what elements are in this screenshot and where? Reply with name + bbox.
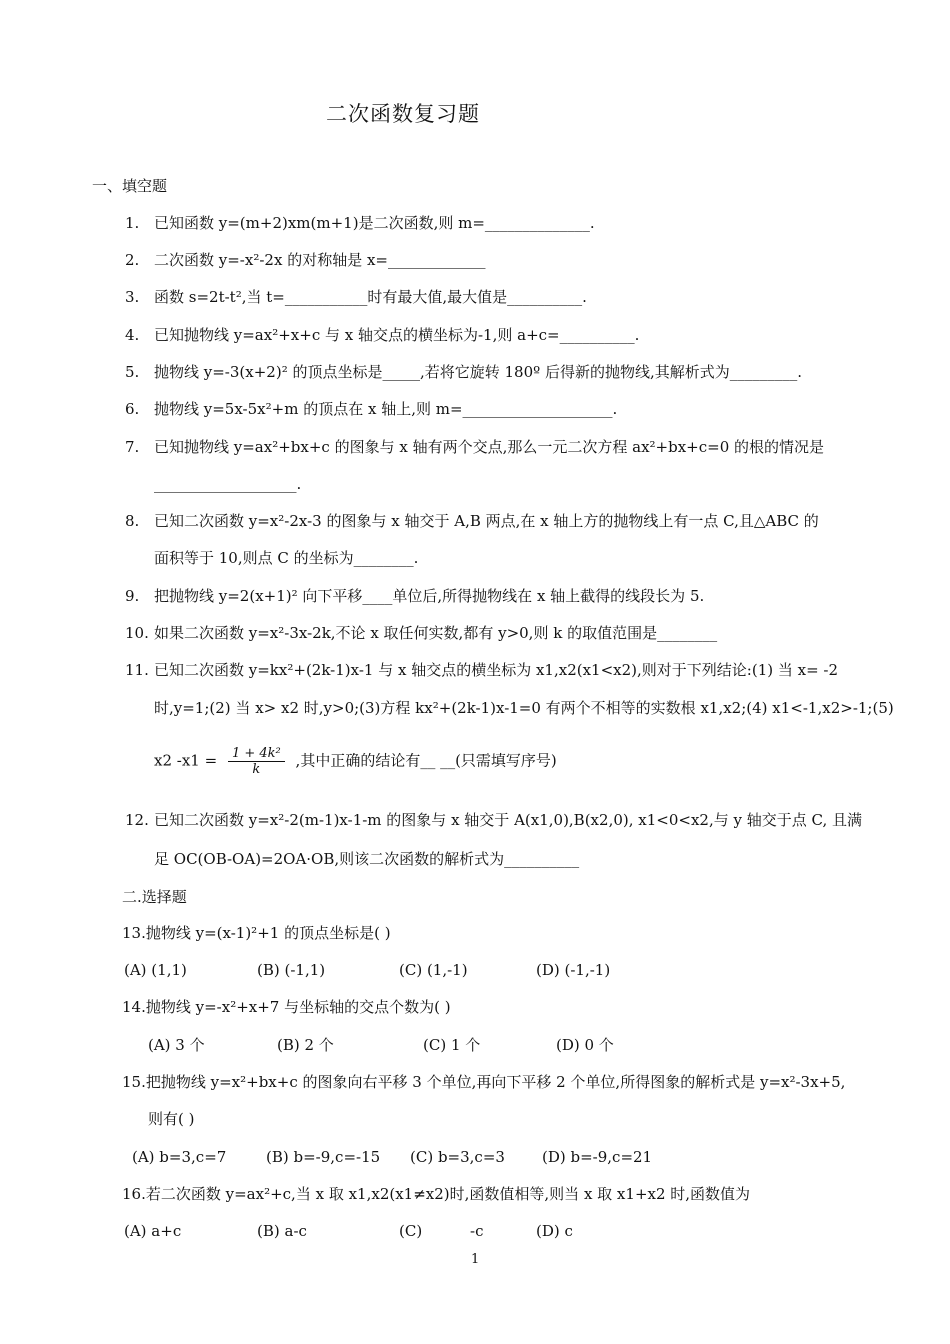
- question-number: 5.: [125, 363, 140, 381]
- choice-d: (D) c: [536, 1222, 573, 1240]
- question-number: 11.: [125, 661, 149, 679]
- question-15-cont: 则有( ): [148, 1110, 195, 1128]
- question-number: 1.: [125, 214, 140, 232]
- question-11-cont: 时,y=1;(2) 当 x> x2 时,y>0;(3)方程 kx²+(2k-1)x-1=0 有两个不相等的实数根 x1,x2;(4) x1<-1,x2>-1;(5): [154, 699, 894, 717]
- choice-a: (A) (1,1): [124, 961, 187, 979]
- question-16: 16.若二次函数 y=ax²+c,当 x 取 x1,x2(x1≠x2)时,函数值相等,则当 x 取 x1+x2 时,函数值为: [122, 1185, 751, 1203]
- page-number: 1: [471, 1252, 480, 1267]
- choice-d: (D) (-1,-1): [536, 961, 611, 979]
- question-5: 抛物线 y=-3(x+2)² 的顶点坐标是_____,若将它旋转 180º 后得新的抛物线,其解析式为_________.: [154, 363, 803, 381]
- choice-a: (A) b=3,c=7: [132, 1148, 227, 1166]
- question-number: 8.: [125, 512, 140, 530]
- choice-b: (B) 2 个: [277, 1036, 334, 1054]
- fraction-denominator: k: [252, 762, 261, 777]
- question-1: 已知函数 y=(m+2)xm(m+1)是二次函数,则 m=______________.: [154, 214, 595, 232]
- question-13: 13.抛物线 y=(x-1)²+1 的顶点坐标是( ): [122, 924, 391, 942]
- question-8: 已知二次函数 y=x²-2x-3 的图象与 x 轴交于 A,B 两点,在 x 轴上方的抛物线上有一点 C,且△ABC 的: [154, 512, 819, 530]
- question-number: 4.: [125, 326, 140, 344]
- question-12: 已知二次函数 y=x²-2(m-1)x-1-m 的图象与 x 轴交于 A(x1,0),B(x2,0), x1<0<x2,与 y 轴交于点 C, 且满: [154, 811, 862, 829]
- question-number: 2.: [125, 251, 140, 269]
- question-10: 如果二次函数 y=x²-3x-2k,不论 x 取任何实数,都有 y>0,则 k 的取值范围是________: [154, 624, 718, 642]
- fraction: [228, 746, 285, 777]
- question-7: 已知抛物线 y=ax²+bx+c 的图象与 x 轴有两个交点,那么一元二次方程 ax²+bx+c=0 的根的情况是: [154, 438, 825, 456]
- choice-c: (C) 1 个: [423, 1036, 481, 1054]
- question-4: 已知抛物线 y=ax²+x+c 与 x 轴交点的横坐标为-1,则 a+c=__________.: [154, 326, 640, 344]
- page-title: 二次函数复习题: [326, 102, 480, 126]
- formula-right: ,其中正确的结论有__ __(只需填写序号): [295, 751, 557, 770]
- question-15: 15.把抛物线 y=x²+bx+c 的图象向右平移 3 个单位,再向下平移 2 个单位,所得图象的解析式是 y=x²-3x+5,: [122, 1073, 846, 1091]
- choice-c: (C) (1,-1): [399, 961, 468, 979]
- choice-b: (B) b=-9,c=-15: [266, 1148, 381, 1166]
- fraction-numerator: 1 + 4k²: [228, 746, 285, 762]
- choice-d: (D) 0 个: [556, 1036, 614, 1054]
- question-11: 已知二次函数 y=kx²+(2k-1)x-1 与 x 轴交点的横坐标为 x1,x2(x1<x2),则对于下列结论:(1) 当 x= -2: [154, 661, 839, 679]
- question-number: 9.: [125, 587, 140, 605]
- question-6: 抛物线 y=5x-5x²+m 的顶点在 x 轴上,则 m=____________________.: [154, 400, 618, 418]
- question-14: 14.抛物线 y=-x²+x+7 与坐标轴的交点个数为( ): [122, 998, 451, 1016]
- question-11-formula: [154, 746, 557, 777]
- choice-d: (D) b=-9,c=21: [542, 1148, 653, 1166]
- question-7-blank: ___________________.: [154, 475, 302, 493]
- question-number: 12.: [125, 811, 149, 829]
- choice-a: (A) 3 个: [148, 1036, 205, 1054]
- choice-c-value: -c: [470, 1222, 484, 1240]
- question-2: 二次函数 y=-x²-2x 的对称轴是 x=_____________: [154, 251, 486, 269]
- choice-a: (A) a+c: [124, 1222, 182, 1240]
- section-fill-blank: 一、填空题: [92, 177, 168, 195]
- question-3: 函数 s=2t-t²,当 t=___________时有最大值,最大值是__________.: [154, 288, 587, 306]
- question-8-cont: 面积等于 10,则点 C 的坐标为________.: [154, 549, 419, 567]
- question-number: 3.: [125, 288, 140, 306]
- choice-b: (B) (-1,1): [257, 961, 326, 979]
- question-number: 7.: [125, 438, 140, 456]
- choice-c: (C): [399, 1222, 423, 1240]
- formula-left: x2 -x1 =: [154, 751, 218, 770]
- question-9: 把抛物线 y=2(x+1)² 向下平移____单位后,所得抛物线在 x 轴上截得的线段长为 5.: [154, 587, 705, 605]
- question-12-cont: 足 OC(OB-OA)=2OA·OB,则该二次函数的解析式为__________: [154, 850, 580, 868]
- section-multiple-choice: 二.选择题: [122, 888, 187, 906]
- question-number: 10.: [125, 624, 149, 642]
- choice-c: (C) b=3,c=3: [410, 1148, 505, 1166]
- question-number: 6.: [125, 400, 140, 418]
- choice-b: (B) a-c: [257, 1222, 307, 1240]
